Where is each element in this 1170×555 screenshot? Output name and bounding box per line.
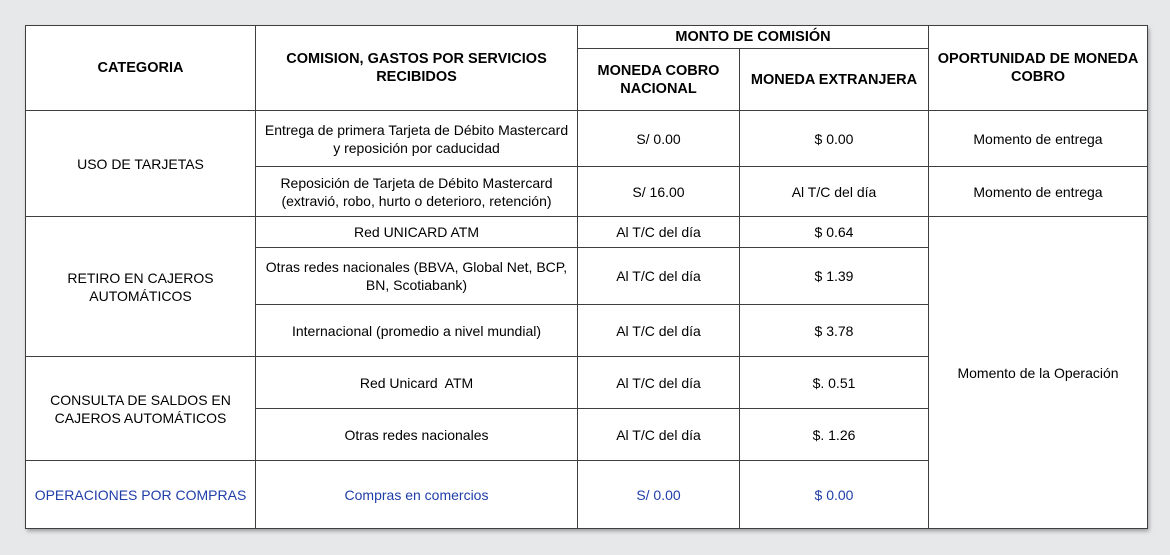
concept-cell: Otras redes nacionales (BBVA, Global Net, BCP, BN, Scotiabank) — [256, 248, 578, 305]
header-moneda-nacional: MONEDA COBRO NACIONAL — [578, 49, 740, 111]
extranjera-cell: $ 0.00 — [740, 111, 929, 167]
fee-table — [25, 25, 1148, 529]
oportunidad-operacion-cell: Momento de la Operación — [929, 217, 1148, 529]
concept-cell: Red Unicard ATM — [256, 357, 578, 409]
concept-cell: Entrega de primera Tarjeta de Débito Mastercard y reposición por caducidad — [256, 111, 578, 167]
concept-cell: Internacional (promedio a nivel mundial) — [256, 305, 578, 357]
nacional-cell: Al T/C del día — [578, 305, 740, 357]
header-categoria: CATEGORIA — [26, 26, 256, 111]
concept-cell: Red UNICARD ATM — [256, 217, 578, 248]
header-oportunidad: OPORTUNIDAD DE MONEDA COBRO — [929, 26, 1148, 111]
header-row — [26, 26, 1148, 49]
extranjera-cell: $ 0.00 — [740, 461, 929, 529]
nacional-cell: Al T/C del día — [578, 357, 740, 409]
nacional-cell: Al T/C del día — [578, 409, 740, 461]
header-moneda-extranjera: MONEDA EXTRANJERA — [740, 49, 929, 111]
category-consulta-saldos: CONSULTA DE SALDOS EN CAJEROS AUTOMÁTICOS — [26, 357, 256, 461]
extranjera-cell: Al T/C del día — [740, 167, 929, 217]
extranjera-cell: $ 3.78 — [740, 305, 929, 357]
extranjera-cell: $. 1.26 — [740, 409, 929, 461]
extranjera-cell: $ 1.39 — [740, 248, 929, 305]
nacional-cell: S/ 0.00 — [578, 111, 740, 167]
nacional-cell: S/ 0.00 — [578, 461, 740, 529]
table-row — [26, 217, 1148, 248]
oportunidad-cell: Momento de entrega — [929, 167, 1148, 217]
category-uso-tarjetas: USO DE TARJETAS — [26, 111, 256, 217]
oportunidad-cell: Momento de entrega — [929, 111, 1148, 167]
nacional-cell: Al T/C del día — [578, 217, 740, 248]
header-monto: MONTO DE COMISIÓN — [578, 26, 929, 49]
nacional-cell: Al T/C del día — [578, 248, 740, 305]
fee-table-sheet — [25, 25, 1147, 528]
concept-cell: Reposición de Tarjeta de Débito Mastercard (extravió, robo, hurto o deterioro, retención) — [256, 167, 578, 217]
category-operaciones-compras: OPERACIONES POR COMPRAS — [26, 461, 256, 529]
extranjera-cell: $ 0.64 — [740, 217, 929, 248]
nacional-cell: S/ 16.00 — [578, 167, 740, 217]
header-comision: COMISION, GASTOS POR SERVICIOS RECIBIDOS — [256, 26, 578, 111]
extranjera-cell: $. 0.51 — [740, 357, 929, 409]
concept-cell: Otras redes nacionales — [256, 409, 578, 461]
table-row — [26, 111, 1148, 167]
concept-cell: Compras en comercios — [256, 461, 578, 529]
category-retiro-cajeros: RETIRO EN CAJEROS AUTOMÁTICOS — [26, 217, 256, 357]
